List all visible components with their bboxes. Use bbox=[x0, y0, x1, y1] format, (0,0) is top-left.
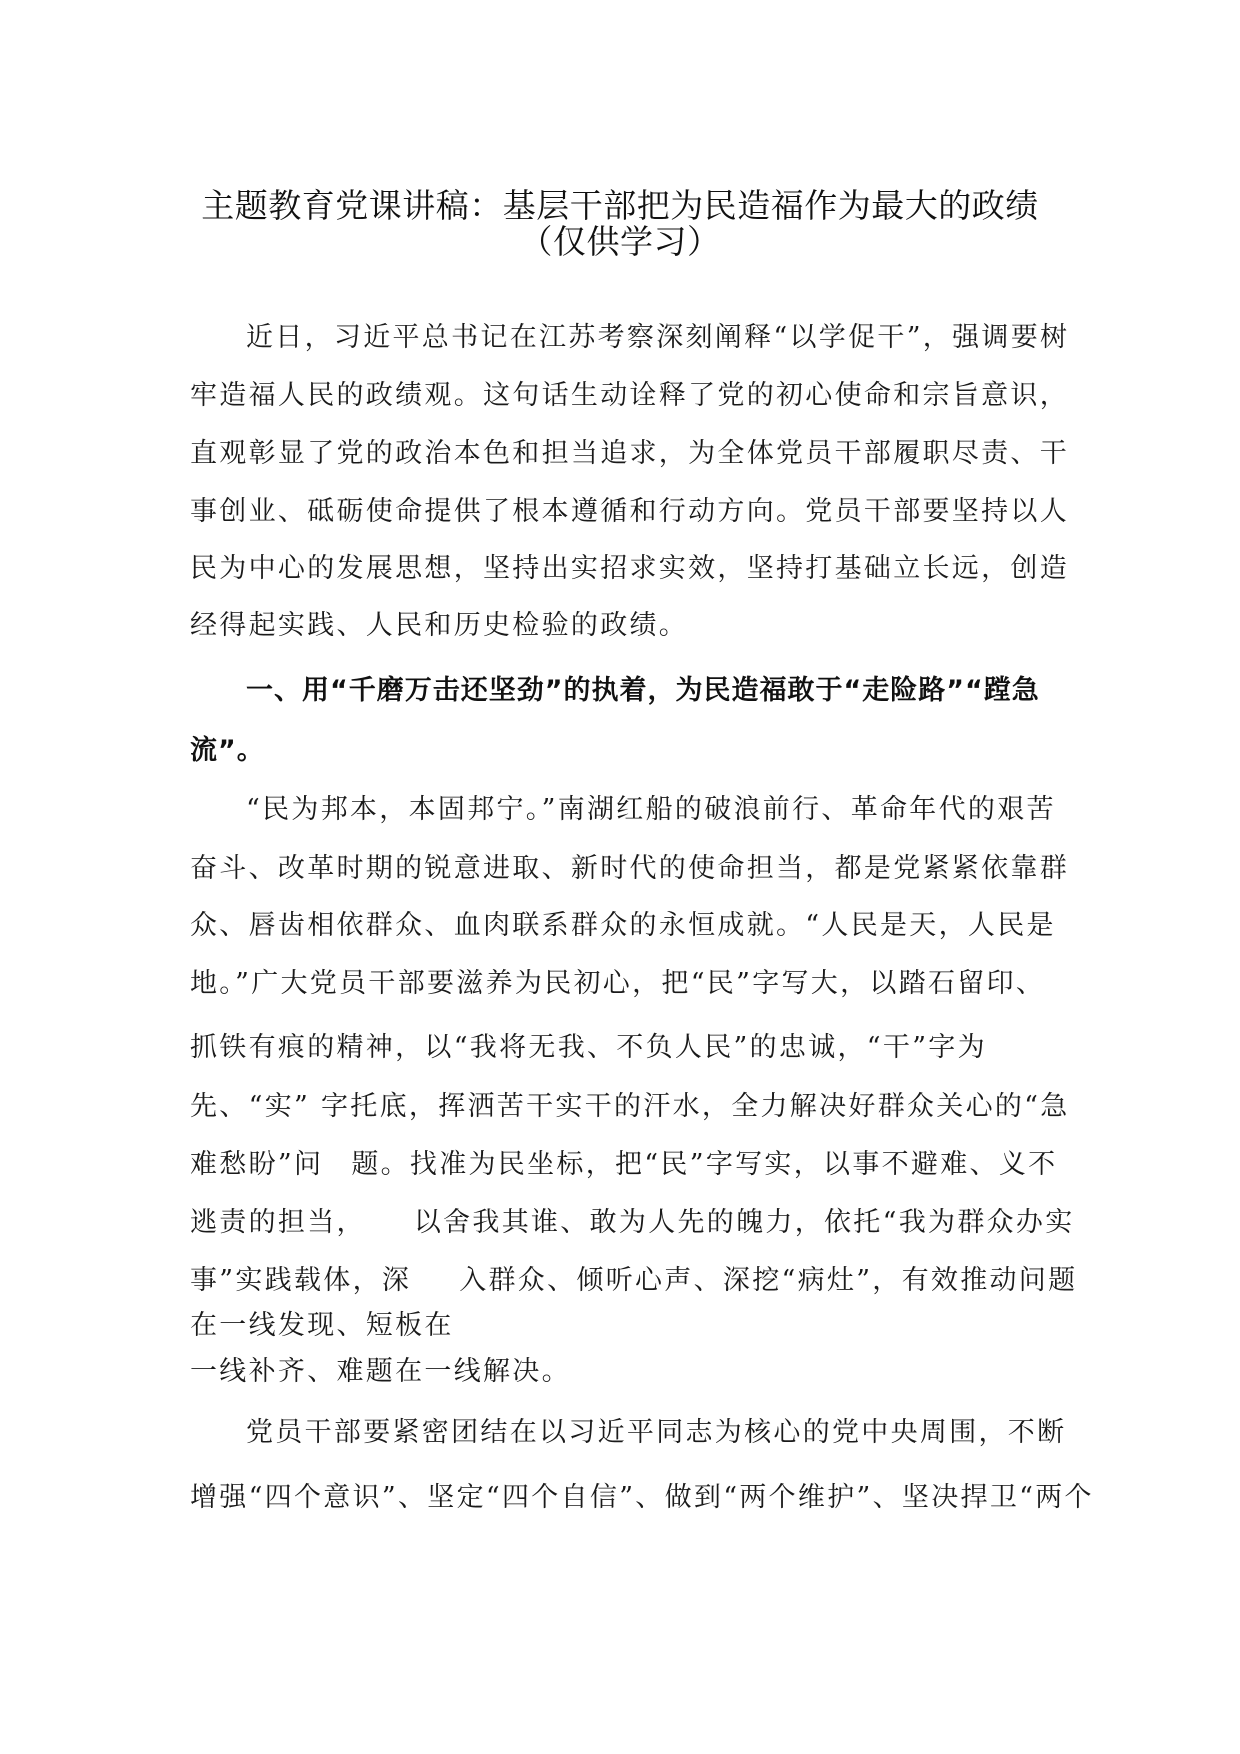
paragraph-line bbox=[190, 1203, 1075, 1243]
paragraph-line: 抓铁有痕的精神，以“我将无我、不负人民”的忠诚，“干”字为 bbox=[190, 1032, 987, 1063]
paragraph-line: 直观彰显了党的政治本色和担当追求，为全体党员干部履职尽责、干 bbox=[190, 438, 1069, 469]
section-heading-continuation: 流”。 bbox=[190, 735, 265, 766]
paragraph-fragment: 以舍我其谁、敢为人先的魄力，依托“我为群众办实 bbox=[413, 1207, 1075, 1238]
paragraph-line: 在一线发现、短板在 bbox=[190, 1310, 454, 1341]
paragraph-line: 增强“四个意识”、坚定“四个自信”、做到“两个维护”、坚决捍卫“两个 bbox=[190, 1482, 1094, 1513]
paragraph-fragment: 入群众、倾听心声、深挖“病灶”，有效推动问题 bbox=[459, 1265, 1078, 1296]
paragraph-line: 一线补齐、难题在一线解决。 bbox=[190, 1356, 571, 1387]
paragraph-line: 地。”广大党员干部要滋养为民初心，把“民”字写大，以踏石留印、 bbox=[190, 968, 1046, 999]
paragraph-fragment: 逃责的担当， bbox=[190, 1207, 366, 1238]
paragraph-line: 先、“实” 字托底，挥洒苦干实干的汗水，全力解决好群众关心的“急 bbox=[190, 1091, 1070, 1122]
paragraph-line: 经得起实践、人民和历史检验的政绩。 bbox=[190, 610, 689, 641]
paragraph-line: 事创业、砥砺使命提供了根本遵循和行动方向。党员干部要坚持以人 bbox=[190, 496, 1069, 527]
paragraph-line bbox=[190, 1145, 1058, 1185]
paragraph-line: 牢造福人民的政绩观。这句话生动诠释了党的初心使命和宗旨意识， bbox=[190, 380, 1069, 411]
paragraph-fragment: 难愁盼”问 bbox=[190, 1149, 324, 1180]
section-heading: 一、用“千磨万击还坚劲”的执着，为民造福敢于“走险路”“蹚急 bbox=[246, 675, 1040, 706]
document-subtitle: （仅供学习） bbox=[519, 222, 721, 261]
paragraph-line bbox=[190, 1261, 1078, 1301]
paragraph-line: “民为邦本，本固邦宁。”南湖红船的破浪前行、革命年代的艰苦 bbox=[246, 794, 1056, 825]
paragraph-fragment: 事”实践载体，深 bbox=[190, 1265, 412, 1296]
paragraph-line: 党员干部要紧密团结在以习近平同志为核心的党中央周围，不断 bbox=[246, 1417, 1067, 1448]
document-title: 主题教育党课讲稿：基层干部把为民造福作为最大的政绩 bbox=[201, 186, 1039, 225]
paragraph-line: 民为中心的发展思想，坚持出实招求实效，坚持打基础立长远，创造 bbox=[190, 553, 1069, 584]
paragraph-line: 奋斗、改革时期的锐意进取、新时代的使命担当，都是党紧紧依靠群 bbox=[190, 853, 1069, 884]
paragraph-line: 近日，习近平总书记在江苏考察深刻阐释“以学促干”，强调要树 bbox=[246, 322, 1070, 353]
paragraph-line: 众、唇齿相依群众、血肉联系群众的永恒成就。“人民是天，人民是 bbox=[190, 910, 1056, 941]
paragraph-fragment: 题。找准为民坐标，把“民”字写实，以事不避难、义不 bbox=[351, 1149, 1058, 1180]
